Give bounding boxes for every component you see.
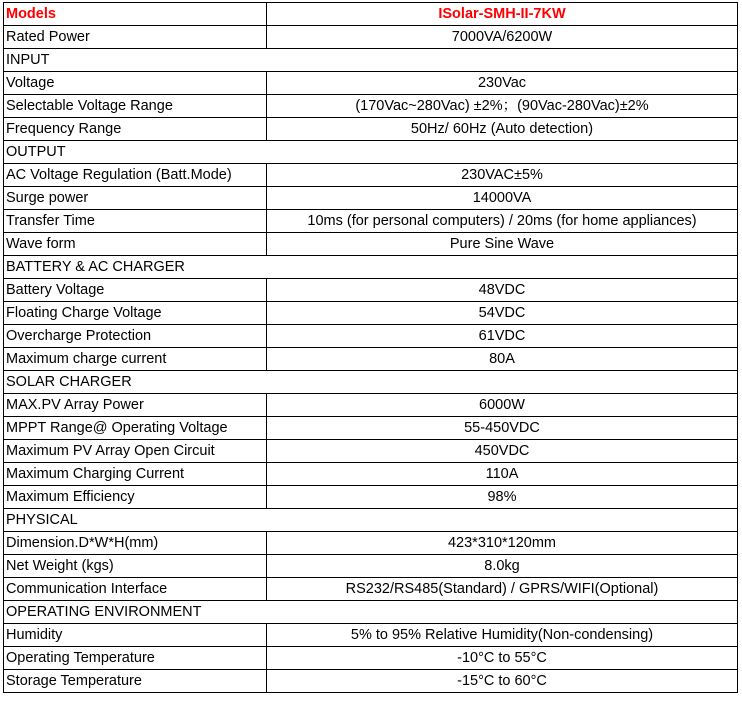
spec-row [4,486,738,509]
header-row [4,3,738,26]
spec-value: 450VDC [267,440,738,463]
spec-row [4,95,738,118]
spec-label: Maximum PV Array Open Circuit [4,440,267,463]
spec-row [4,210,738,233]
spec-row [4,164,738,187]
section-title: INPUT [4,49,738,72]
section-row [4,601,738,624]
spec-row [4,302,738,325]
spec-value: 98% [267,486,738,509]
spec-value: 423*310*120mm [267,532,738,555]
spec-label: Overcharge Protection [4,325,267,348]
spec-label: MAX.PV Array Power [4,394,267,417]
spec-label: Maximum charge current [4,348,267,371]
spec-value: -10°C to 55°C [267,647,738,670]
spec-label: Voltage [4,72,267,95]
section-title: BATTERY & AC CHARGER [4,256,738,279]
spec-row [4,463,738,486]
spec-value: 230Vac [267,72,738,95]
spec-label: Transfer Time [4,210,267,233]
spec-value: (170Vac~280Vac) ±2%；(90Vac-280Vac)±2% [267,95,738,118]
spec-row [4,233,738,256]
spec-row [4,647,738,670]
spec-row [4,325,738,348]
spec-row [4,532,738,555]
section-row [4,256,738,279]
spec-label: Floating Charge Voltage [4,302,267,325]
spec-value: 14000VA [267,187,738,210]
section-row [4,141,738,164]
spec-label: Communication Interface [4,578,267,601]
spec-label: Frequency Range [4,118,267,141]
section-title: PHYSICAL [4,509,738,532]
spec-row [4,417,738,440]
spec-row [4,394,738,417]
spec-value: 80A [267,348,738,371]
spec-label: Storage Temperature [4,670,267,693]
spec-value: 7000VA/6200W [267,26,738,49]
spec-row [4,279,738,302]
spec-value: 230VAC±5% [267,164,738,187]
spec-value: 50Hz/ 60Hz (Auto detection) [267,118,738,141]
spec-label: Surge power [4,187,267,210]
spec-label: AC Voltage Regulation (Batt.Mode) [4,164,267,187]
spec-row [4,624,738,647]
section-title: OPERATING ENVIRONMENT [4,601,738,624]
spec-label: Humidity [4,624,267,647]
spec-row [4,348,738,371]
section-title: OUTPUT [4,141,738,164]
section-row [4,49,738,72]
spec-value: 5% to 95% Relative Humidity(Non-condensing) [267,624,738,647]
header-label: Models [4,3,267,26]
spec-label: Dimension.D*W*H(mm) [4,532,267,555]
spec-row [4,72,738,95]
spec-label: Maximum Efficiency [4,486,267,509]
spec-row [4,555,738,578]
spec-value: 55-450VDC [267,417,738,440]
section-row [4,371,738,394]
spec-value: 61VDC [267,325,738,348]
spec-row [4,118,738,141]
spec-label: Battery Voltage [4,279,267,302]
spec-row [4,578,738,601]
spec-value: 54VDC [267,302,738,325]
section-title: SOLAR CHARGER [4,371,738,394]
spec-value: RS232/RS485(Standard) / GPRS/WIFI(Optional) [267,578,738,601]
spec-row [4,670,738,693]
spec-label: Operating Temperature [4,647,267,670]
section-row [4,509,738,532]
spec-table [3,2,738,693]
spec-label: Net Weight (kgs) [4,555,267,578]
spec-value: Pure Sine Wave [267,233,738,256]
spec-value: 10ms (for personal computers) / 20ms (for home appliances) [267,210,738,233]
spec-value: -15°C to 60°C [267,670,738,693]
spec-label: Selectable Voltage Range [4,95,267,118]
spec-value: 6000W [267,394,738,417]
spec-table-body [4,3,738,693]
spec-label: Rated Power [4,26,267,49]
spec-row [4,187,738,210]
spec-value: 8.0kg [267,555,738,578]
spec-row [4,440,738,463]
header-model-name: ISolar-SMH-II-7KW [267,3,738,26]
spec-row [4,26,738,49]
spec-label: MPPT Range@ Operating Voltage [4,417,267,440]
spec-value: 110A [267,463,738,486]
spec-label: Maximum Charging Current [4,463,267,486]
spec-value: 48VDC [267,279,738,302]
spec-label: Wave form [4,233,267,256]
